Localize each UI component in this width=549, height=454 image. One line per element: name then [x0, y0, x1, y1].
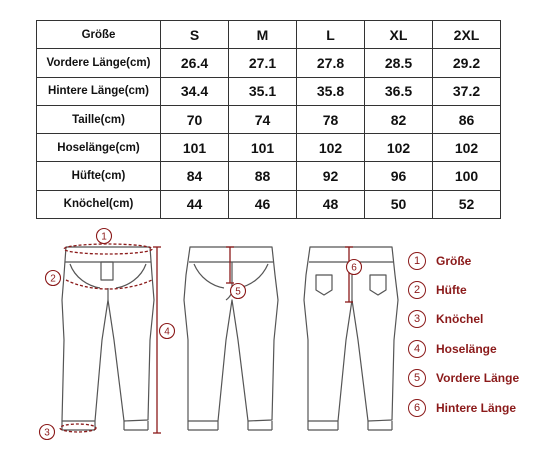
legend-item [408, 364, 519, 393]
cell-value: 92 [297, 162, 365, 190]
cell-value: 34.4 [161, 77, 229, 105]
legend-item [408, 393, 519, 422]
legend-number: 5 [408, 369, 426, 387]
legend-number: 1 [408, 252, 426, 270]
cell-value: 102 [297, 134, 365, 162]
cell-value: 78 [297, 105, 365, 133]
legend-label: Hoselänge [436, 341, 497, 356]
row-label: Hüfte(cm) [37, 162, 161, 190]
cell-value: 26.4 [161, 49, 229, 77]
waist-measure-line [64, 244, 152, 254]
marker-4-label: 4 [164, 326, 170, 338]
cell-value: 48 [297, 190, 365, 218]
legend-label: Hintere Länge [436, 400, 517, 415]
size-header: XL [365, 21, 433, 49]
cell-value: 29.2 [433, 49, 501, 77]
cell-value: 37.2 [433, 77, 501, 105]
legend-item [408, 246, 519, 275]
marker-5-label: 5 [235, 286, 241, 298]
cell-value: 35.8 [297, 77, 365, 105]
cell-value: 36.5 [365, 77, 433, 105]
size-header: L [297, 21, 365, 49]
size-header: 2XL [433, 21, 501, 49]
cell-value: 27.8 [297, 49, 365, 77]
cell-value: 101 [161, 134, 229, 162]
cell-value: 46 [229, 190, 297, 218]
legend-number: 6 [408, 399, 426, 417]
cell-value: 70 [161, 105, 229, 133]
legend-label: Hüfte [436, 283, 467, 298]
cell-value: 74 [229, 105, 297, 133]
pants-front-measured-illustration [62, 247, 154, 430]
cell-value: 100 [433, 162, 501, 190]
ankle-measure-line [60, 424, 96, 432]
table-header-label: Größe [37, 21, 161, 49]
cell-value: 84 [161, 162, 229, 190]
legend-number: 3 [408, 310, 426, 328]
marker-3-label: 3 [44, 427, 50, 439]
marker-2-label: 2 [50, 273, 56, 285]
cell-value: 52 [433, 190, 501, 218]
row-label: Hoselänge(cm) [37, 134, 161, 162]
cell-value: 27.1 [229, 49, 297, 77]
cell-value: 82 [365, 105, 433, 133]
row-label: Hintere Länge(cm) [37, 77, 161, 105]
front-rise-measure-line [226, 247, 234, 283]
legend-item [408, 275, 519, 304]
legend-number: 2 [408, 281, 426, 299]
marker-1-label: 1 [101, 231, 107, 243]
hip-measure-line [66, 280, 152, 289]
cell-value: 102 [365, 134, 433, 162]
cell-value: 102 [433, 134, 501, 162]
measurement-legend [408, 246, 519, 422]
cell-value: 35.1 [229, 77, 297, 105]
legend-label: Größe [436, 253, 472, 268]
marker-6-label: 6 [351, 262, 357, 274]
legend-item [408, 334, 519, 363]
cell-value: 44 [161, 190, 229, 218]
cell-value: 101 [229, 134, 297, 162]
size-header: M [229, 21, 297, 49]
legend-label: Knöchel [436, 312, 484, 327]
cell-value: 28.5 [365, 49, 433, 77]
legend-number: 4 [408, 340, 426, 358]
legend-label: Vordere Länge [436, 371, 520, 386]
row-label: Vordere Länge(cm) [37, 49, 161, 77]
row-label: Taille(cm) [37, 105, 161, 133]
cell-value: 50 [365, 190, 433, 218]
row-label: Knöchel(cm) [37, 190, 161, 218]
cell-value: 96 [365, 162, 433, 190]
size-header: S [161, 21, 229, 49]
length-measure-line [153, 247, 161, 433]
pants-front-illustration [184, 247, 278, 430]
cell-value: 86 [433, 105, 501, 133]
legend-item [408, 305, 519, 334]
cell-value: 88 [229, 162, 297, 190]
